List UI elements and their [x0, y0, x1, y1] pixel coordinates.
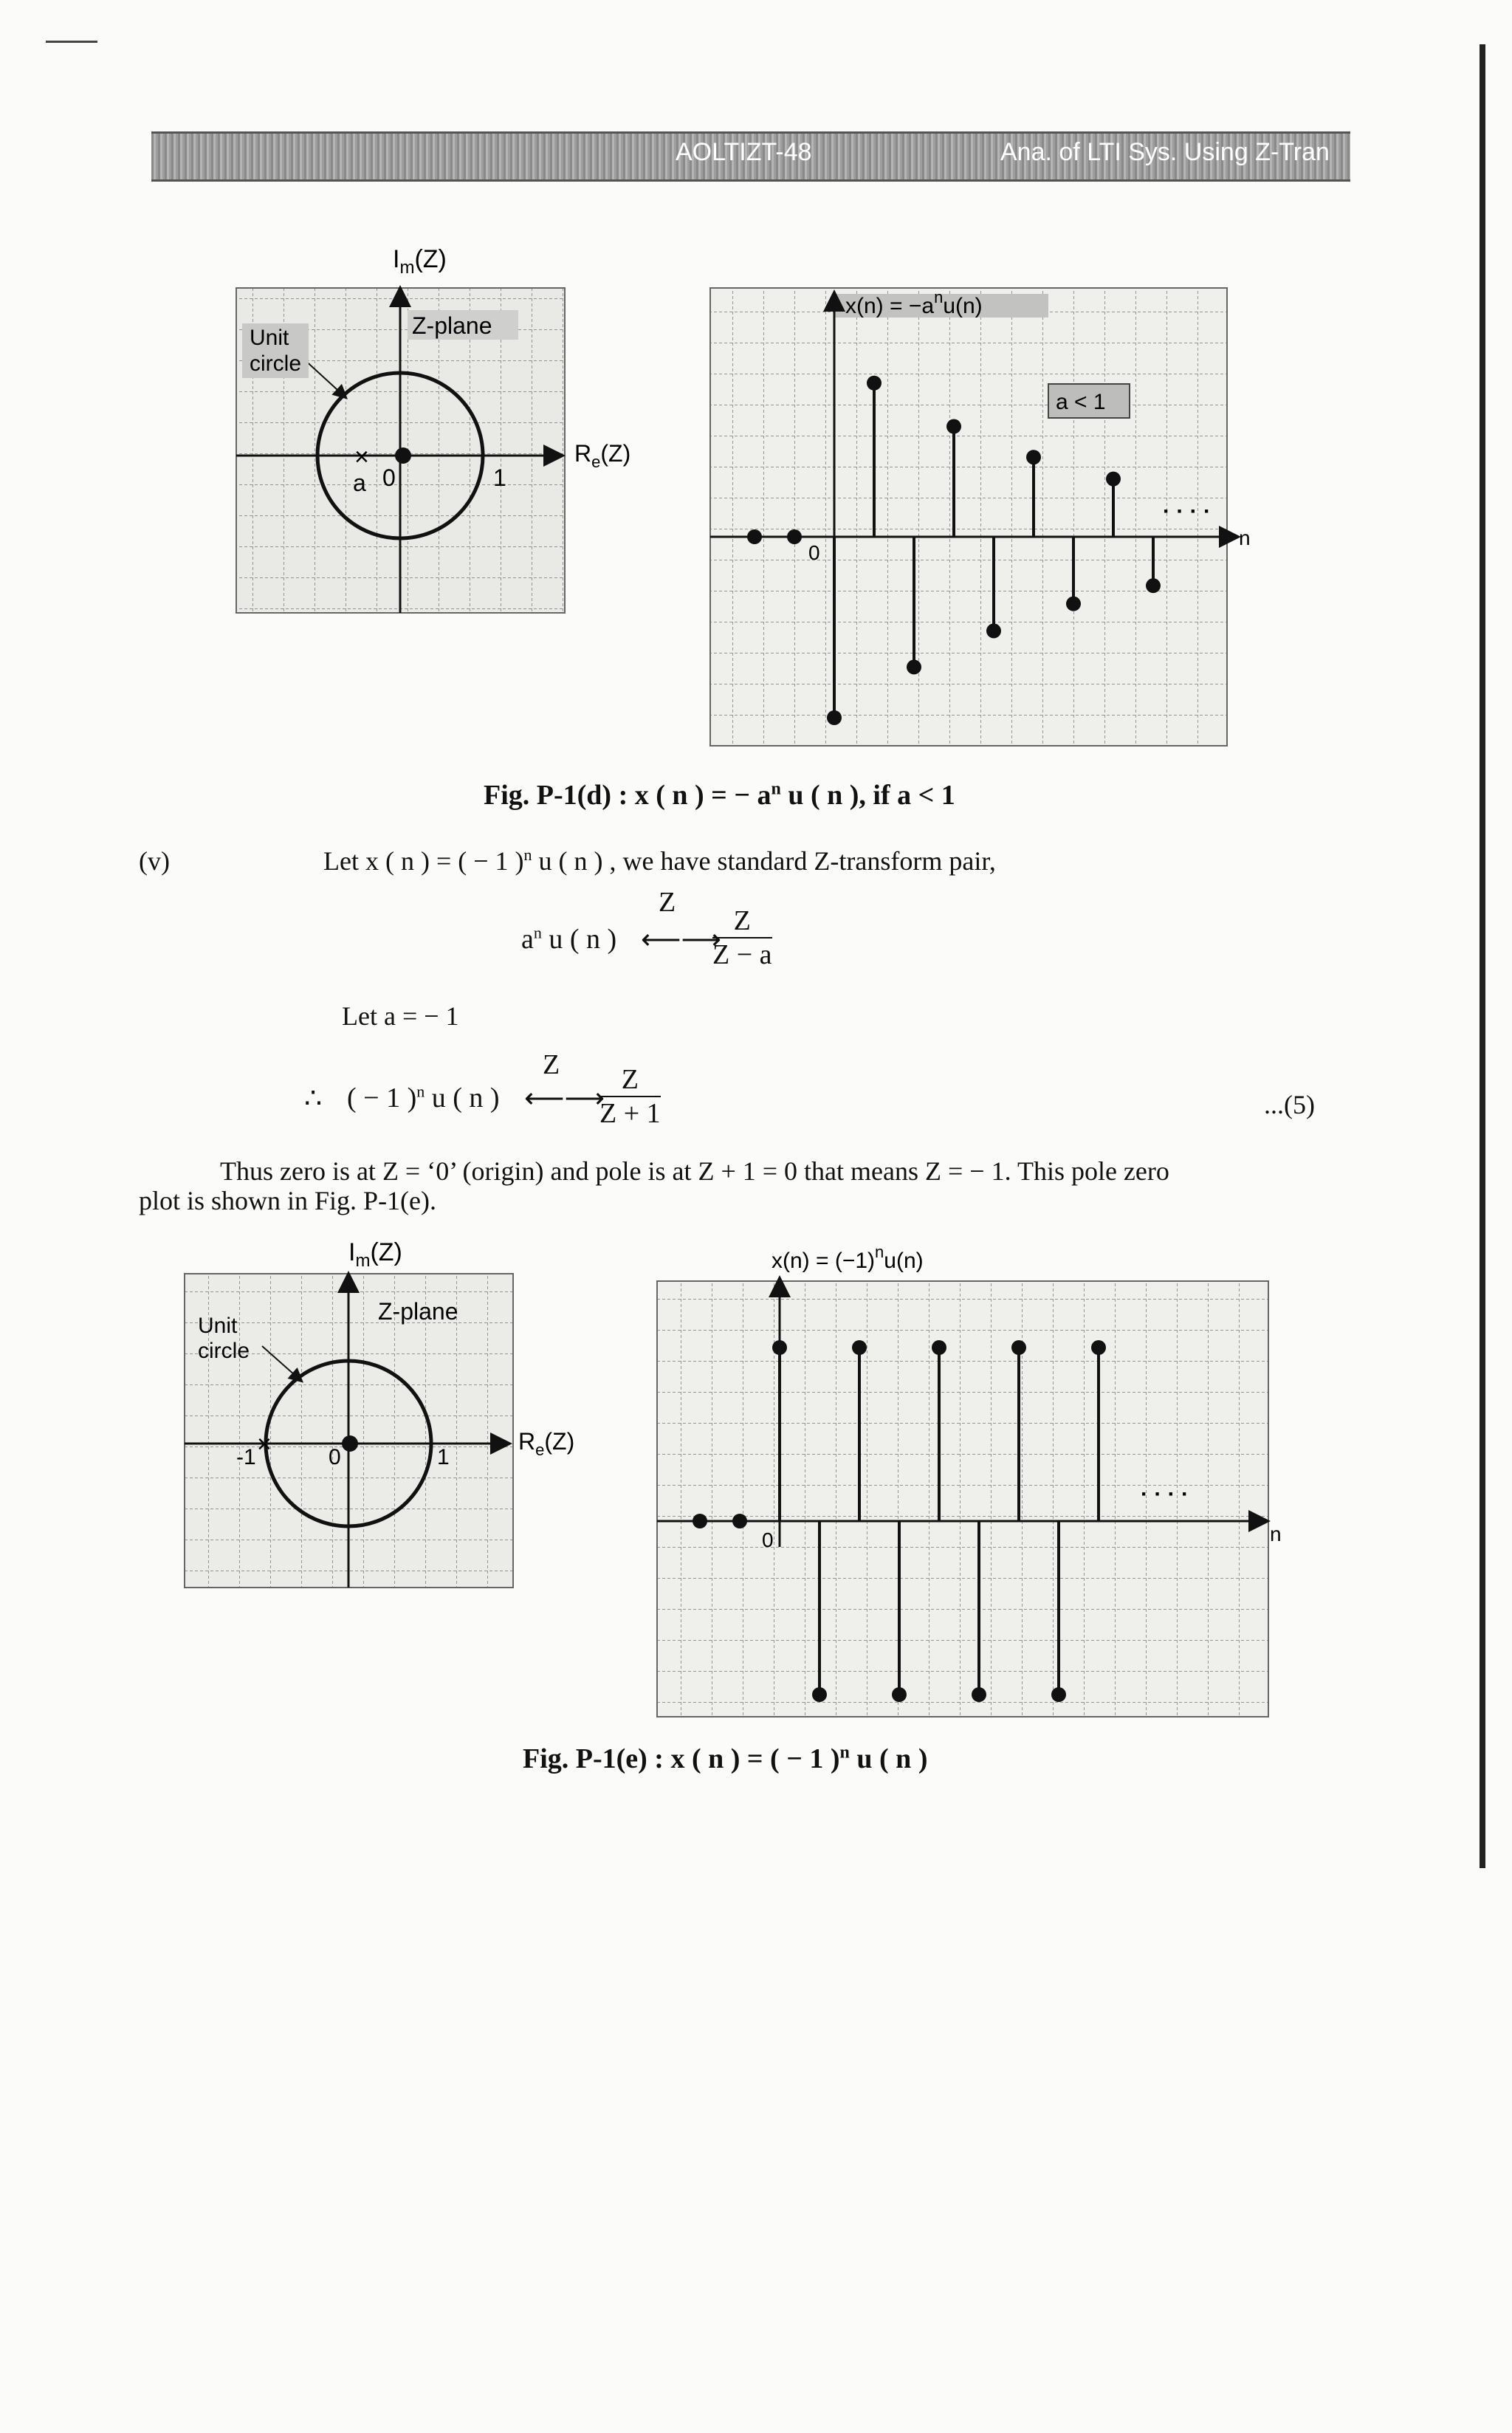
stem-point — [747, 529, 762, 544]
zero-label: 0 — [329, 1445, 341, 1469]
stem-point — [907, 659, 921, 674]
page-edge-bar — [1480, 44, 1485, 1868]
unit-label-1: Unit — [198, 1314, 238, 1338]
stem-point — [1011, 1340, 1026, 1355]
zero-label: 0 — [382, 464, 396, 491]
stem-title: $x(n) = (-1)^nu(n)$ — [772, 1243, 924, 1273]
stem-point — [1146, 578, 1161, 593]
paragraph-line-2: plot is shown in Fig. P-1(e). — [139, 1186, 437, 1215]
fig-e-zplane — [177, 1229, 620, 1613]
eq5-den: Z + 1 — [599, 1098, 661, 1129]
page-header — [151, 131, 1350, 182]
a-badge-text: a < 1 — [1056, 390, 1106, 414]
stem-point — [1026, 450, 1041, 464]
z-plane-label: Z-plane — [412, 312, 492, 339]
stem-point — [867, 376, 882, 391]
origin-label: 0 — [762, 1528, 774, 1551]
fig-d-caption: Fig. P-1(d) : x ( n ) = − $a^n$ u ( n ), if a < 1 — [484, 779, 955, 811]
paragraph-line-1: Thus zero is at Z = ‘0’ (origin) and pole is at Z + 1 = 0 that means Z = − 1. This pole zero — [220, 1156, 1169, 1186]
pole-label: a — [353, 470, 366, 496]
eq5-z-over: Z — [543, 1049, 560, 1080]
re-label: $R_e(Z)$ — [518, 1428, 575, 1459]
let-a-line: Let a = − 1 — [342, 1001, 459, 1031]
pair-lhs: $a^n$ u ( n ) — [521, 923, 617, 955]
origin-label: 0 — [808, 541, 820, 564]
z-plane-label: Z-plane — [378, 1298, 458, 1325]
zero-marker — [395, 447, 411, 464]
eq5-num: Z — [599, 1063, 661, 1097]
let-line-1: Let x ( n ) = ( − 1 )$^n$ u ( n ) , we have standard Z-transform pair, — [323, 845, 996, 876]
stem-point — [1051, 1687, 1066, 1702]
n-axis-label: n — [1239, 526, 1251, 549]
stem-point — [892, 1687, 907, 1702]
eq5-fraction — [599, 1063, 661, 1130]
header-left: AOLTIZT-48 — [676, 138, 812, 166]
pair-fraction — [712, 905, 772, 971]
pole-x-marker: × — [354, 443, 369, 471]
pair-z-over: Z — [659, 887, 676, 918]
pole-x-marker: × — [257, 1430, 272, 1458]
stem-point — [693, 1514, 707, 1528]
unit-label-2: circle — [250, 351, 302, 376]
im-label: $I_m(Z)$ — [348, 1238, 402, 1271]
equation-number: ...(5) — [1264, 1090, 1315, 1119]
pair-arrow: ⟵⟶ — [641, 924, 721, 955]
stem-point — [1106, 472, 1121, 487]
pair-den: Z − a — [712, 939, 772, 970]
stem-point — [827, 710, 842, 725]
one-label: 1 — [437, 1445, 450, 1469]
unit-label-1: Unit — [250, 326, 289, 350]
stem-title: $x(n) = -a^nu(n)$ — [845, 288, 983, 318]
stem-point — [1091, 1340, 1106, 1355]
stem-point — [946, 419, 961, 434]
stem-point — [852, 1340, 867, 1355]
n-axis-label: n — [1270, 1523, 1282, 1545]
stem-point — [972, 1687, 986, 1702]
stem-point — [732, 1514, 747, 1528]
eq5-arrow: ⟵⟶ — [524, 1083, 605, 1114]
stem-point — [932, 1340, 946, 1355]
zero-marker — [342, 1435, 358, 1452]
top-rule — [46, 41, 97, 43]
stem-point — [772, 1340, 787, 1355]
eq5-lhs: ( − 1 )$^n$ u ( n ) — [347, 1082, 500, 1113]
stem-point — [986, 623, 1001, 638]
stem-point — [812, 1687, 827, 1702]
section-marker: (v) — [139, 846, 170, 876]
stem-point — [1066, 597, 1081, 611]
fig-d-zplane — [221, 236, 664, 620]
continuation-dots: · · · · — [1163, 499, 1211, 524]
fig-d-stem-plot — [701, 281, 1277, 753]
re-label: $R_e(Z)$ — [574, 440, 631, 471]
fig-e-caption: Fig. P-1(e) : x ( n ) = ( − 1 )$^n$ u ( n ) — [523, 1743, 928, 1774]
one-label: 1 — [493, 464, 506, 491]
continuation-dots: · · · · — [1141, 1482, 1189, 1506]
pair-num: Z — [712, 905, 772, 938]
fig-e-stem-plot — [650, 1237, 1292, 1739]
grid — [710, 288, 1227, 746]
stem-point — [787, 529, 802, 544]
unit-label-2: circle — [198, 1339, 250, 1363]
pole-label: -1 — [236, 1445, 256, 1469]
therefore-sign: ∴ — [304, 1083, 323, 1114]
im-label: $I_m(Z)$ — [393, 245, 447, 278]
header-right: Ana. of LTI Sys. Using Z-Tran — [1000, 138, 1330, 166]
